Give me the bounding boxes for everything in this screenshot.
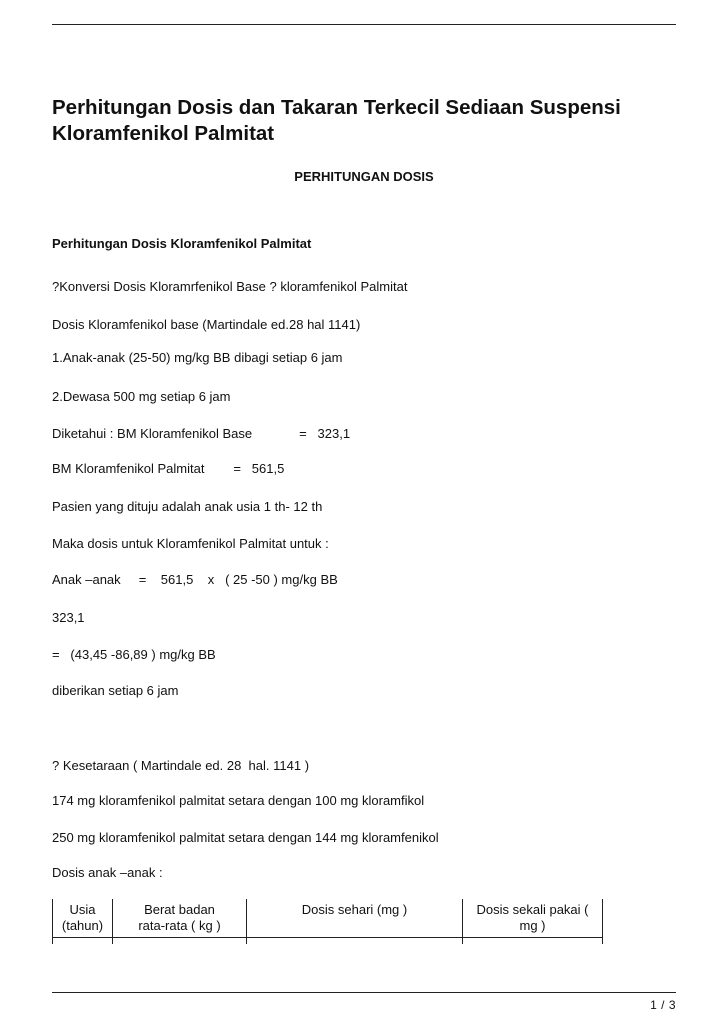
top-rule <box>52 24 676 25</box>
paragraph-line: BM Kloramfenikol Palmitat = 561,5 <box>52 461 285 476</box>
paragraph-line: diberikan setiap 6 jam <box>52 683 179 698</box>
table-cell <box>113 938 247 945</box>
table-cell <box>463 938 603 945</box>
paragraph-line: Maka dosis untuk Kloramfenikol Palmitat untuk : <box>52 536 329 551</box>
section-subtitle: PERHITUNGAN DOSIS <box>294 169 434 184</box>
paragraph-line: Pasien yang dituju adalah anak usia 1 th- 12 th <box>52 499 323 514</box>
paragraph-line: 250 mg kloramfenikol palmitat setara dengan 144 mg kloramfenikol <box>52 830 439 845</box>
table-header-cell <box>247 899 463 938</box>
table-cell <box>53 938 113 945</box>
paragraph-line: Dosis anak –anak : <box>52 865 163 880</box>
dose-table <box>52 899 603 944</box>
paragraph-line: = (43,45 -86,89 ) mg/kg BB <box>52 647 216 662</box>
paragraph-line: Anak –anak = 561,5 x ( 25 -50 ) mg/kg BB <box>52 572 338 587</box>
paragraph-line: 174 mg kloramfenikol palmitat setara dengan 100 mg kloramfikol <box>52 793 425 808</box>
page-number: 1 / 3 <box>650 998 676 1012</box>
table-header-cell <box>463 899 603 938</box>
paragraph-line: Dosis Kloramfenikol base (Martindale ed.28 hal 1141) <box>52 317 361 332</box>
paragraph-line: Diketahui : BM Kloramfenikol Base = 323,1 <box>52 426 351 441</box>
paragraph-line: 2.Dewasa 500 mg setiap 6 jam <box>52 389 231 404</box>
section-heading: Perhitungan Dosis Kloramfenikol Palmitat <box>52 236 312 251</box>
table-cell <box>247 938 463 945</box>
header-label: mg ) <box>519 918 546 933</box>
header-label: (tahun) <box>61 918 104 933</box>
header-label: Usia <box>69 902 96 917</box>
paragraph-line: ?Konversi Dosis Kloramrfenikol Base ? kloramfenikol Palmitat <box>52 279 408 294</box>
document-title <box>52 95 676 147</box>
title-line-1: Perhitungan Dosis dan Takaran Terkecil Sediaan Suspensi <box>52 96 621 119</box>
paragraph-line: 1.Anak-anak (25-50) mg/kg BB dibagi setiap 6 jam <box>52 350 343 365</box>
paragraph-line: ? Kesetaraan ( Martindale ed. 28 hal. 1141 ) <box>52 758 310 773</box>
header-label: Dosis sekali pakai ( <box>476 902 589 917</box>
title-line-2: Kloramfenikol Palmitat <box>52 122 275 145</box>
header-label: rata-rata ( kg ) <box>138 918 221 933</box>
table-header-cell <box>53 899 113 938</box>
table-header-cell <box>113 899 247 938</box>
header-label: Dosis sehari (mg ) <box>301 902 408 917</box>
paragraph-line: 323,1 <box>52 610 85 625</box>
table-header-row <box>53 899 603 938</box>
bottom-rule <box>52 992 676 993</box>
table-row <box>53 938 603 945</box>
header-label: Berat badan <box>144 902 215 917</box>
